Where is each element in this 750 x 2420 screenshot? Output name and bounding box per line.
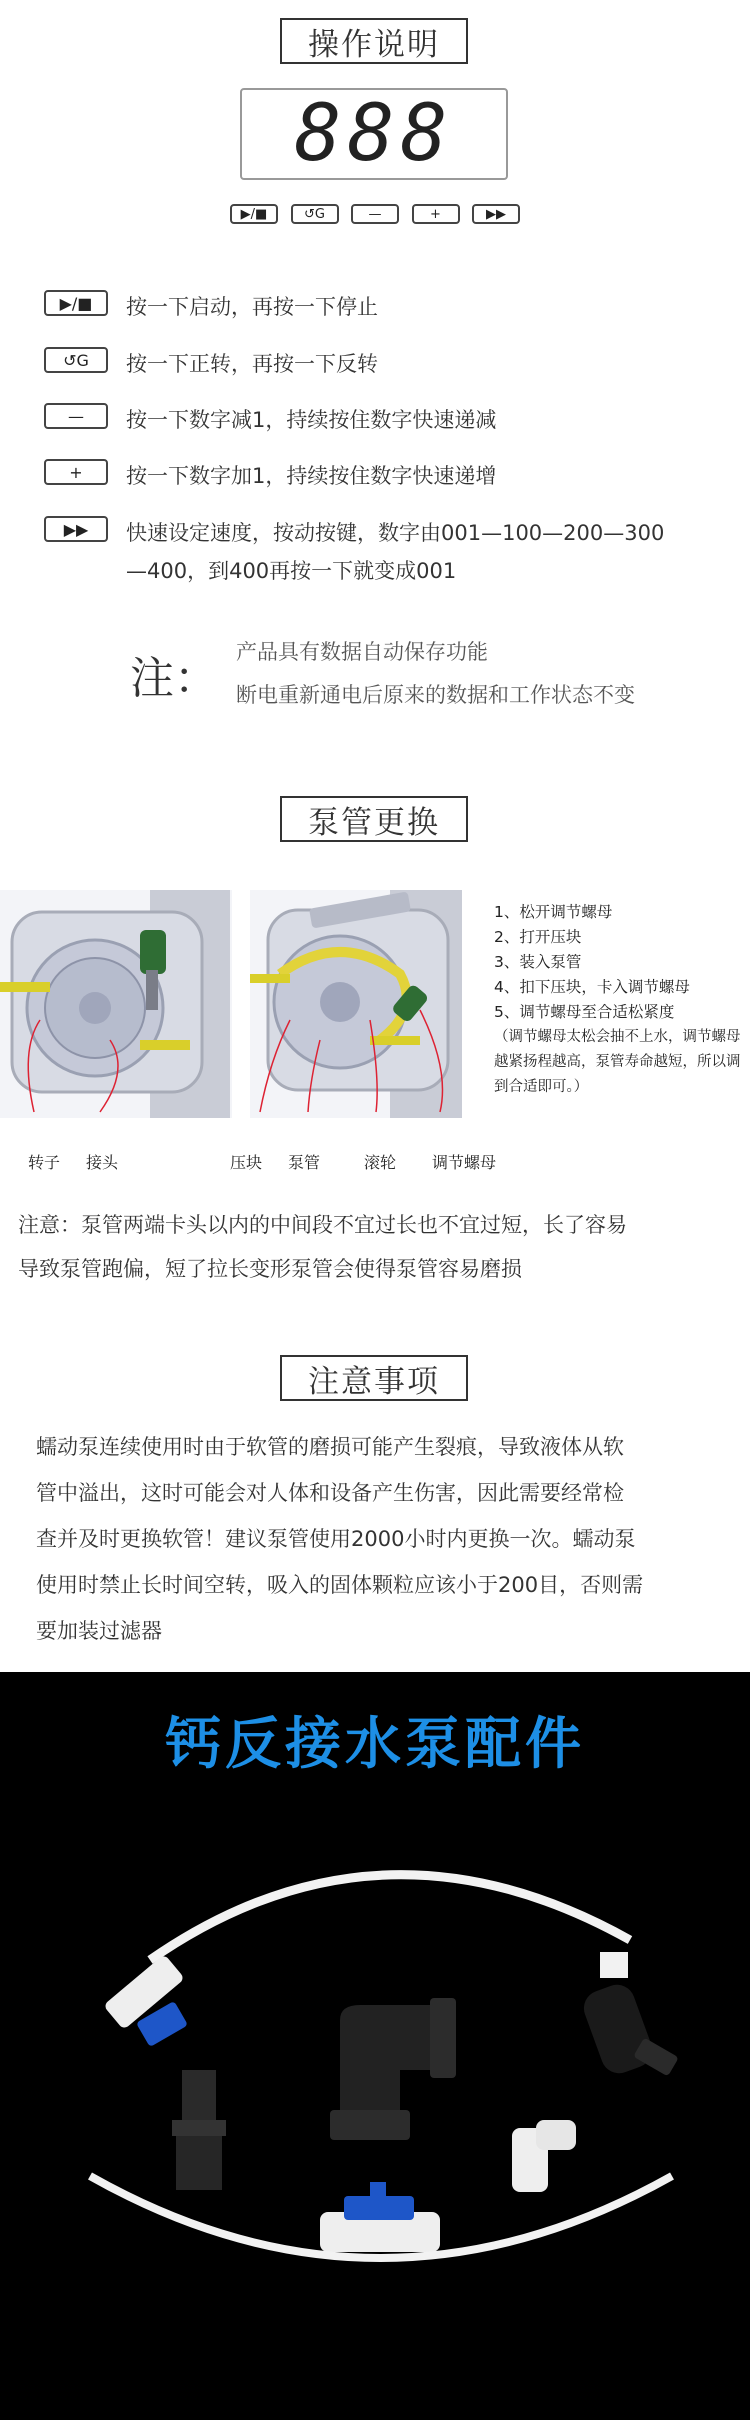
pump-photo-before bbox=[0, 890, 232, 1118]
step-note: （调节螺母太松会抽不上水，调节螺母越紧扬程越高，泵管寿命越短，所以调到合适即可。） bbox=[494, 1029, 741, 1095]
instruction-text-continued: —400，到400再按一下就变成001 bbox=[126, 559, 457, 583]
part-label-rotor: 转子 bbox=[28, 1153, 61, 1172]
plus-key[interactable] bbox=[412, 204, 460, 224]
keypad bbox=[230, 204, 520, 226]
part-label-connector: 接头 bbox=[86, 1153, 119, 1172]
rotate-direction-icon: ↺G bbox=[44, 347, 108, 373]
section-title-operation bbox=[280, 18, 468, 64]
part-label-tube: 泵管 bbox=[288, 1153, 321, 1172]
pump-photo-after bbox=[250, 890, 462, 1118]
part-label-roller: 滚轮 bbox=[364, 1153, 397, 1172]
section-title-tube-replace bbox=[280, 796, 468, 842]
step-item: 2、打开压块 bbox=[494, 928, 582, 946]
blue-ball-valve-bottom bbox=[320, 2182, 440, 2252]
white-elbow-fitting bbox=[512, 2120, 576, 2192]
precaution-line: 管中溢出，这时可能会对人体和设备产生伤害，因此需要经常检 bbox=[36, 1481, 624, 1505]
play-stop-icon: ▶/■ bbox=[240, 206, 268, 222]
tube-replace-steps bbox=[494, 900, 746, 1100]
precaution-line: 使用时禁止长时间空转，吸入的固体颗粒应该小于200目，否则需 bbox=[36, 1573, 644, 1597]
hose-barb-fitting bbox=[172, 2070, 226, 2190]
play-stop-key[interactable] bbox=[230, 204, 278, 224]
rotate-direction-icon: ↺G bbox=[304, 206, 325, 222]
part-label-adjust-nut: 调节螺母 bbox=[432, 1153, 497, 1172]
minus-key[interactable] bbox=[351, 204, 399, 224]
step-item: 4、扣下压块，卡入调节螺母 bbox=[494, 978, 690, 996]
precaution-line: 要加装过滤器 bbox=[36, 1619, 162, 1643]
tube-notice-line: 导致泵管跑偏，短了拉长变形泵管会使得泵管容易磨损 bbox=[18, 1257, 522, 1281]
minus-icon: — bbox=[44, 403, 108, 429]
instruction-text: 按一下启动，再按一下停止 bbox=[126, 295, 378, 319]
pump-illustration-tube bbox=[250, 890, 462, 1118]
note-line: 产品具有数据自动保存功能 bbox=[236, 640, 488, 664]
note-mark: 注： bbox=[130, 653, 218, 704]
pump-illustration-open bbox=[0, 890, 232, 1118]
plus-icon: + bbox=[44, 459, 108, 485]
section-title-text: 泵管更换 bbox=[308, 804, 440, 841]
white-tube-upper bbox=[150, 1875, 630, 1960]
step-item: 5、调节螺母至合适松紧度 bbox=[494, 1003, 675, 1021]
part-label-clamp: 压块 bbox=[230, 1153, 263, 1172]
play-stop-icon: ▶/■ bbox=[44, 290, 108, 316]
section-title-precautions bbox=[280, 1355, 468, 1401]
blue-ball-valve-left bbox=[103, 1954, 188, 2047]
step-item: 1、松开调节螺母 bbox=[494, 903, 613, 921]
instruction-text: 快速设定速度，按动按键，数字由001—100—200—300 bbox=[126, 521, 665, 545]
tube-notice-line: 注意：泵管两端卡头以内的中间段不宜过长也不宜过短，长了容易 bbox=[18, 1213, 627, 1237]
direction-key[interactable] bbox=[291, 204, 339, 224]
black-elbow-center bbox=[330, 1998, 456, 2140]
instruction-text: 按一下数字加1，持续按住数字快速递增 bbox=[126, 464, 497, 488]
accessories-title: 钙反接水泵配件 bbox=[165, 1712, 585, 1777]
black-elbow-right bbox=[579, 1952, 679, 2078]
fast-forward-icon: ▶▶ bbox=[44, 516, 108, 542]
instruction-text: 按一下数字减1，持续按住数字快速递减 bbox=[126, 408, 497, 432]
accessories-photo bbox=[0, 1780, 750, 2420]
precaution-line: 蠕动泵连续使用时由于软管的磨损可能产生裂痕，导致液体从软 bbox=[36, 1435, 624, 1459]
instruction-text: 按一下正转，再按一下反转 bbox=[126, 352, 378, 376]
note-line: 断电重新通电后原来的数据和工作状态不变 bbox=[236, 683, 635, 707]
section-title-text: 注意事项 bbox=[308, 1363, 440, 1400]
fast-forward-key[interactable] bbox=[472, 204, 520, 224]
minus-icon: — bbox=[368, 206, 382, 222]
plus-icon: + bbox=[430, 206, 441, 222]
fast-forward-icon: ▶▶ bbox=[486, 206, 506, 222]
display-value: 888 bbox=[294, 89, 454, 179]
section-title-text: 操作说明 bbox=[308, 26, 440, 63]
precaution-line: 查并及时更换软管！建议泵管使用2000小时内更换一次。蠕动泵 bbox=[36, 1527, 636, 1551]
led-display bbox=[240, 88, 508, 180]
step-item: 3、装入泵管 bbox=[494, 953, 582, 971]
